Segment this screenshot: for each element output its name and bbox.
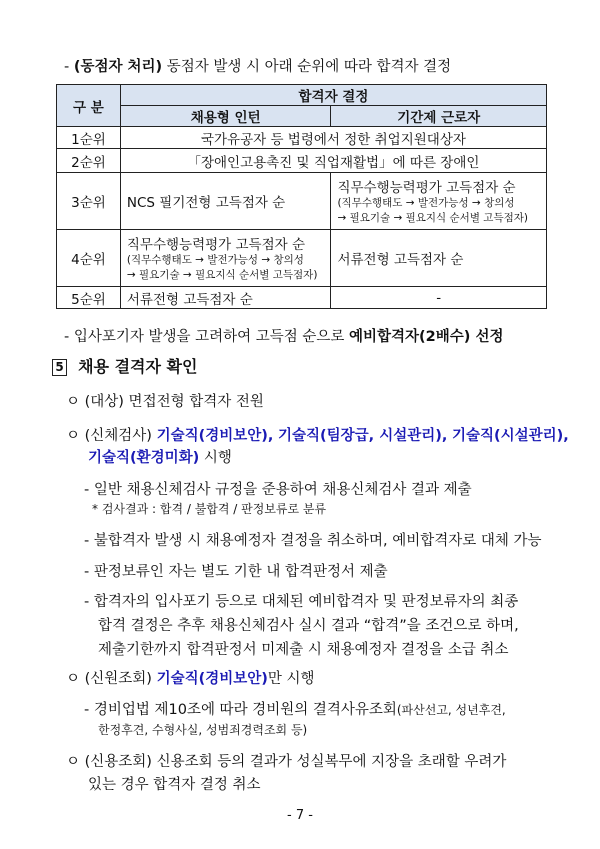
tie-rule-label: (동점자 처리) <box>73 59 163 75</box>
background-item-text: - 경비업법 제10조에 따라 경비원의 결격사유조회 <box>84 702 397 718</box>
bullet-label: (대상) <box>84 394 124 410</box>
table-row <box>57 287 547 309</box>
merged-cell: 국가유공자 등 법령에서 정한 취업지원대상자 <box>120 127 546 149</box>
reserve-text: 입사포기자 발생을 고려하여 고득점 순으로 <box>69 329 350 345</box>
table-row <box>57 127 547 149</box>
intern-cell: NCS 필기전형 고득점자 순 <box>120 173 331 230</box>
intern-sub: (직무수행태도 → 발전가능성 → 창의성 <box>126 254 304 266</box>
tie-rule-line <box>64 55 451 76</box>
temp-main: 직무수행능력평가 고득점자 순 <box>337 180 516 196</box>
final-decision-line: 합격 결정은 추후 채용신체검사 실시 결과 “합격”을 조건으로 하며, <box>98 618 519 634</box>
bullet-text: 면접전형 합격자 전원 <box>123 394 264 410</box>
section-heading <box>52 354 197 377</box>
final-decision-line: 제출기한까지 합격판정서 미제출 시 채용예정자 결정을 소급 취소 <box>98 642 509 658</box>
rank-cell: 4순위 <box>57 230 121 287</box>
physical-item: - 불합격자 발생 시 채용예정자 결정을 취소하며, 예비합격자로 대체 가능 <box>84 533 542 549</box>
physical-note: * 검사결과 : 합격 / 불합격 / 판정보류로 분류 <box>92 502 327 516</box>
job-teamlead: 기술직(팀장급, 시설관리), <box>278 428 448 444</box>
bullet-background <box>66 667 315 688</box>
bullet-physical <box>66 424 569 445</box>
rank-cell: 1순위 <box>57 127 121 149</box>
table-row <box>57 173 547 230</box>
job-security: 기술직(경비보안), <box>156 428 274 444</box>
col-intern-header: 채용형 인턴 <box>120 106 331 127</box>
final-decision-line: - 합격자의 입사포기 등으로 대체된 예비합격자 및 판정보류자의 최종 <box>84 594 519 610</box>
bullet-mark: ㅇ <box>66 428 81 444</box>
temp-cell: 서류전형 고득점자 순 <box>331 230 547 287</box>
section-title: 채용 결격자 확인 <box>78 357 198 376</box>
tie-break-table <box>56 84 547 309</box>
temp-sub: → 필요기술 → 필요지식 순서별 고득점자) <box>337 212 528 224</box>
bullet-tail: 만 시행 <box>267 671 315 687</box>
bullet-credit <box>66 750 506 771</box>
reserve-bold: 예비합격자(2배수) 선정 <box>349 329 504 345</box>
bullet-physical-cont <box>88 446 232 467</box>
physical-item: - 판정보류인 자는 별도 기한 내 합격판정서 제출 <box>84 564 388 580</box>
temp-cell: - <box>331 287 547 309</box>
tie-rule-text: 동점자 발생 시 아래 순위에 따라 합격자 결정 <box>162 59 452 75</box>
bullet-credit-cont: 있는 경우 합격자 결정 취소 <box>88 777 261 793</box>
reserve-line <box>64 325 503 346</box>
bullet-label: (신용조회) <box>84 754 152 770</box>
col-group-header: 구 분 <box>57 85 121 127</box>
job-facility: 기술직(시설관리), <box>452 428 569 444</box>
intern-cell <box>120 230 331 287</box>
rank-cell: 5순위 <box>57 287 121 309</box>
rank-cell: 3순위 <box>57 173 121 230</box>
decision-header: 합격자 결정 <box>120 85 546 106</box>
intern-cell: 서류전형 고득점자 순 <box>120 287 331 309</box>
page-number: - 7 - <box>287 808 313 823</box>
table-row <box>57 149 547 173</box>
job-security: 기술직(경비보안) <box>156 671 268 687</box>
dash: - <box>64 59 70 75</box>
intern-sub: → 필요기술 → 필요지식 순서별 고득점자) <box>126 269 318 281</box>
merged-cell: 「장애인고용촉진 및 직업재활법」에 따른 장애인 <box>120 149 546 173</box>
bullet-tail: 시행 <box>199 450 232 466</box>
bullet-label: (신체검사) <box>84 428 152 444</box>
bullet-target <box>66 390 264 411</box>
bullet-label: (신원조회) <box>84 671 152 687</box>
bullet-mark: ㅇ <box>66 754 81 770</box>
bullet-mark: ㅇ <box>66 671 81 687</box>
bullet-text: 신용조회 등의 결과가 성실복무에 지장을 초래할 우려가 <box>151 754 507 770</box>
job-cleaning: 기술직(환경미화) <box>88 450 200 466</box>
temp-cell <box>331 173 547 230</box>
background-item <box>84 698 506 719</box>
dash: - <box>64 329 70 345</box>
table-row <box>57 230 547 287</box>
rank-cell: 2순위 <box>57 149 121 173</box>
bullet-mark: ㅇ <box>66 394 81 410</box>
temp-sub: (직무수행태도 → 발전가능성 → 창의성 <box>337 197 515 209</box>
col-temp-header: 기간제 근로자 <box>331 106 547 127</box>
background-item-sub: 한정후견, 수형사실, 성범죄경력조회 등) <box>98 723 308 737</box>
background-item-sub: (파산선고, 성년후견, <box>396 703 506 717</box>
physical-item: - 일반 채용신체검사 규정을 준용하여 채용신체검사 결과 제출 <box>84 482 472 498</box>
intern-main: 직무수행능력평가 고득점자 순 <box>126 237 306 253</box>
section-number-box: 5 <box>52 359 67 376</box>
